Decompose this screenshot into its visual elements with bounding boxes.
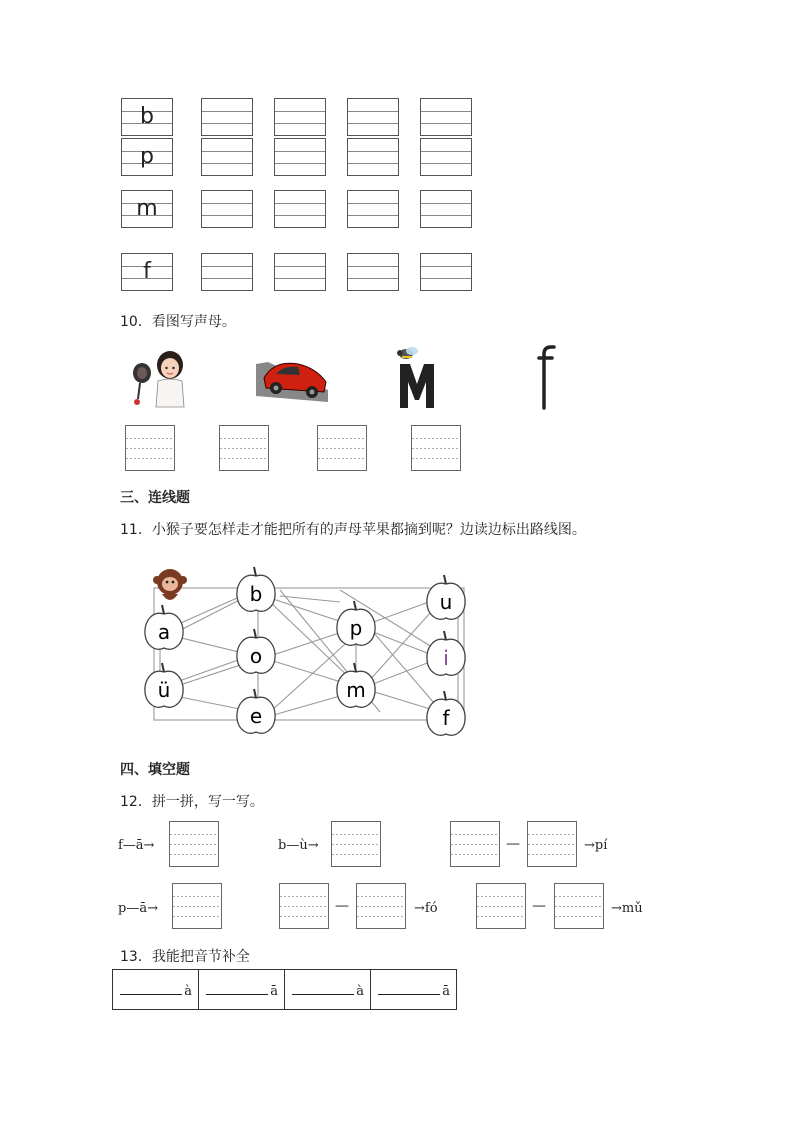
grid-empty-box[interactable] [347, 138, 399, 176]
question-11-label: 11．小猴子要怎样走才能把所有的声母苹果都摘到呢？边读边标出路线图。 [120, 522, 586, 538]
apple-label: ü [157, 678, 171, 702]
grid-empty-box[interactable] [420, 253, 472, 291]
apple-m [337, 663, 375, 707]
spell-p-a: p—ā→ [118, 901, 158, 916]
answer-box[interactable] [169, 821, 219, 867]
syllable-cell[interactable] [285, 970, 371, 1010]
apple-label: o [249, 644, 263, 668]
apple-e [237, 689, 275, 733]
apple-label: m [346, 678, 366, 702]
question-12-label: 12．拼一拼，写一写。 [120, 794, 264, 810]
answer-box[interactable] [527, 821, 577, 867]
apple-o [237, 629, 275, 673]
dash: — [506, 836, 520, 852]
answer-box[interactable] [172, 883, 222, 929]
apple-label: f [442, 706, 450, 730]
grid-empty-box[interactable] [347, 253, 399, 291]
apple-maze-diagram [140, 562, 480, 740]
apple-label: b [249, 582, 263, 606]
result-mu: →mǔ [611, 901, 643, 916]
dash: — [532, 898, 546, 914]
answer-box[interactable] [219, 425, 269, 471]
syllable-cell[interactable] [113, 970, 199, 1010]
apple-u [427, 575, 465, 619]
car-on-slope-illustration [254, 352, 330, 404]
grid-empty-box[interactable] [274, 138, 326, 176]
answer-box[interactable] [411, 425, 461, 471]
dash: — [335, 898, 349, 914]
answer-box[interactable] [317, 425, 367, 471]
answer-box[interactable] [450, 821, 500, 867]
blank-line[interactable] [120, 980, 182, 995]
syllable-cell[interactable] [371, 970, 457, 1010]
spell-f-a: f—ā→ [118, 838, 155, 853]
grid-letter-box: b [121, 98, 173, 136]
grid-empty-box[interactable] [420, 190, 472, 228]
monkey-icon [153, 569, 187, 600]
question-13-label: 13．我能把音节补全 [120, 949, 250, 965]
apple-label: e [249, 704, 263, 728]
crutch-f-illustration [536, 344, 556, 410]
syllable-fill-table [112, 969, 457, 1010]
answer-box[interactable] [279, 883, 329, 929]
grid-empty-box[interactable] [420, 98, 472, 136]
grid-empty-box[interactable] [201, 190, 253, 228]
apple-i [427, 631, 465, 675]
tone-vowel: à [356, 984, 364, 999]
apple-label: i [443, 646, 449, 670]
grid-empty-box[interactable] [274, 98, 326, 136]
answer-box[interactable] [356, 883, 406, 929]
tone-vowel: ā [270, 984, 278, 999]
girl-with-drum-illustration [128, 347, 190, 411]
apple-u-umlaut [145, 663, 183, 707]
grid-empty-box[interactable] [201, 253, 253, 291]
syllable-cell[interactable] [199, 970, 285, 1010]
blank-line[interactable] [206, 980, 268, 995]
spell-b-u: b—ù→ [278, 838, 319, 853]
answer-box[interactable] [331, 821, 381, 867]
result-pi: →pí [584, 838, 608, 853]
question-10-label: 10．看图写声母。 [120, 314, 236, 330]
maze-paths [157, 590, 458, 716]
grid-letter-box: m [121, 190, 173, 228]
grid-letter-box: p [121, 138, 173, 176]
answer-box[interactable] [476, 883, 526, 929]
apple-f [427, 691, 465, 735]
grid-empty-box[interactable] [274, 190, 326, 228]
grid-empty-box[interactable] [201, 138, 253, 176]
grid-empty-box[interactable] [347, 98, 399, 136]
blank-line[interactable] [378, 980, 440, 995]
section-3-title: 三、连线题 [120, 490, 190, 506]
grid-empty-box[interactable] [201, 98, 253, 136]
result-fo: →fó [414, 901, 438, 916]
answer-box[interactable] [125, 425, 175, 471]
section-4-title: 四、填空题 [120, 762, 190, 778]
apple-label: u [439, 590, 453, 614]
apple-b [237, 567, 275, 611]
apple-label: a [157, 620, 171, 644]
tone-vowel: à [184, 984, 192, 999]
apple-label: p [349, 616, 363, 640]
grid-empty-box[interactable] [274, 253, 326, 291]
apple-a [145, 605, 183, 649]
grid-empty-box[interactable] [347, 190, 399, 228]
tone-vowel: ā [442, 984, 450, 999]
blank-line[interactable] [292, 980, 354, 995]
answer-box[interactable] [554, 883, 604, 929]
grid-letter-box: f [121, 253, 173, 291]
grid-empty-box[interactable] [420, 138, 472, 176]
letter-m-with-bee-illustration [392, 342, 442, 410]
